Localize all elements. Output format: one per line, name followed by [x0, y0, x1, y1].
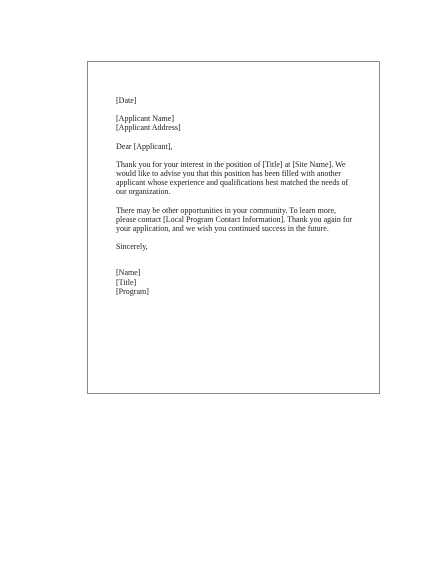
letter-date: [Date]	[116, 96, 137, 105]
salutation: Dear [Applicant],	[116, 141, 173, 151]
recipient-name: [Applicant Name]	[116, 114, 174, 124]
signature-title: [Title]	[116, 277, 137, 287]
letter-page	[87, 61, 380, 394]
body-paragraph-2: There may be other opportunities in your community. To learn more, please contact [Local Program Contact Information]. Thank you again for your application, and we wish you continued success in the future.	[116, 205, 353, 234]
signature-program: [Program]	[116, 286, 149, 296]
recipient-address: [Applicant Address]	[116, 123, 181, 133]
closing: Sincerely,	[116, 242, 148, 252]
signature-name: [Name]	[116, 268, 141, 278]
body-paragraph-1: Thank you for your interest in the position of [Title] at [Site Name]. We would like to advise you that this position has been filled with another applicant whose experience and qualifications best matched the needs of our organization.	[116, 159, 349, 197]
letter-body	[116, 96, 356, 296]
